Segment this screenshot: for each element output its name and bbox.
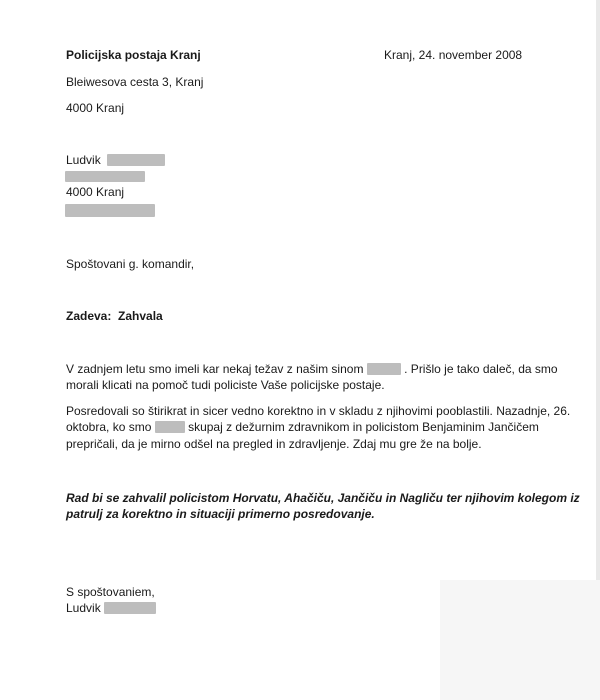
sender-org: Policijska postaja Kranj: [66, 48, 201, 62]
redacted-country: [65, 204, 155, 217]
scan-shadow: [440, 580, 600, 700]
signature-prefix: Ludvik: [66, 601, 101, 615]
thanks-line2: patrulj za korektno in situaciji primerno posredovanje.: [66, 507, 375, 521]
paragraph2-text-b: skupaj z dežurnim zdravnikom in policistom Benjaminim Jančičem: [188, 420, 539, 434]
paragraph1-text-b: . Prišlo je tako daleč, da smo: [404, 362, 558, 376]
signature-line: [66, 601, 156, 615]
salutation: Spoštovani g. komandir,: [66, 257, 195, 271]
paragraph2-line2: [66, 420, 539, 434]
redacted-surname: [107, 154, 165, 166]
paragraph2-line1: Posredovali so štirikrat in sicer vedno korektno in v skladu z njihovimi pooblastili. Nazadnje, 26.: [66, 404, 571, 418]
paragraph1-text-a: V zadnjem letu smo imeli kar nekaj težav z našim sinom: [66, 362, 364, 376]
thanks-line1: Rad bi se zahvalil policistom Horvatu, Ahačiču, Jančiču in Nagliču ter njihovim kolegom iz: [66, 491, 580, 505]
redacted-pronoun-name: [155, 421, 185, 433]
redacted-address: [65, 171, 145, 182]
recipient-name-line: [66, 153, 165, 167]
paragraph1-line1: [66, 362, 558, 376]
redacted-signature: [104, 602, 156, 614]
recipient-postal: 4000 Kranj: [66, 185, 125, 199]
paragraph1-line2: morali klicati na pomoč tudi policiste Vaše policijske postaje.: [66, 378, 385, 392]
redacted-son-name: [367, 363, 401, 375]
subject-value: Zahvala: [118, 309, 163, 323]
recipient-name-prefix: Ludvik: [66, 153, 101, 167]
paragraph2-text-a: oktobra, ko smo: [66, 420, 152, 434]
sender-street: Bleiwesova cesta 3, Kranj: [66, 75, 204, 89]
sender-postal: 4000 Kranj: [66, 101, 125, 115]
subject-line: [66, 309, 163, 323]
closing-line: S spoštovaniem,: [66, 585, 155, 599]
paragraph2-line3: prepričali, da je mirno odšel na pregled in zdravljenje. Zdaj mu gre že na bolje.: [66, 437, 482, 451]
date-line: Kranj, 24. november 2008: [384, 48, 523, 62]
subject-label: Zadeva:: [66, 309, 112, 323]
